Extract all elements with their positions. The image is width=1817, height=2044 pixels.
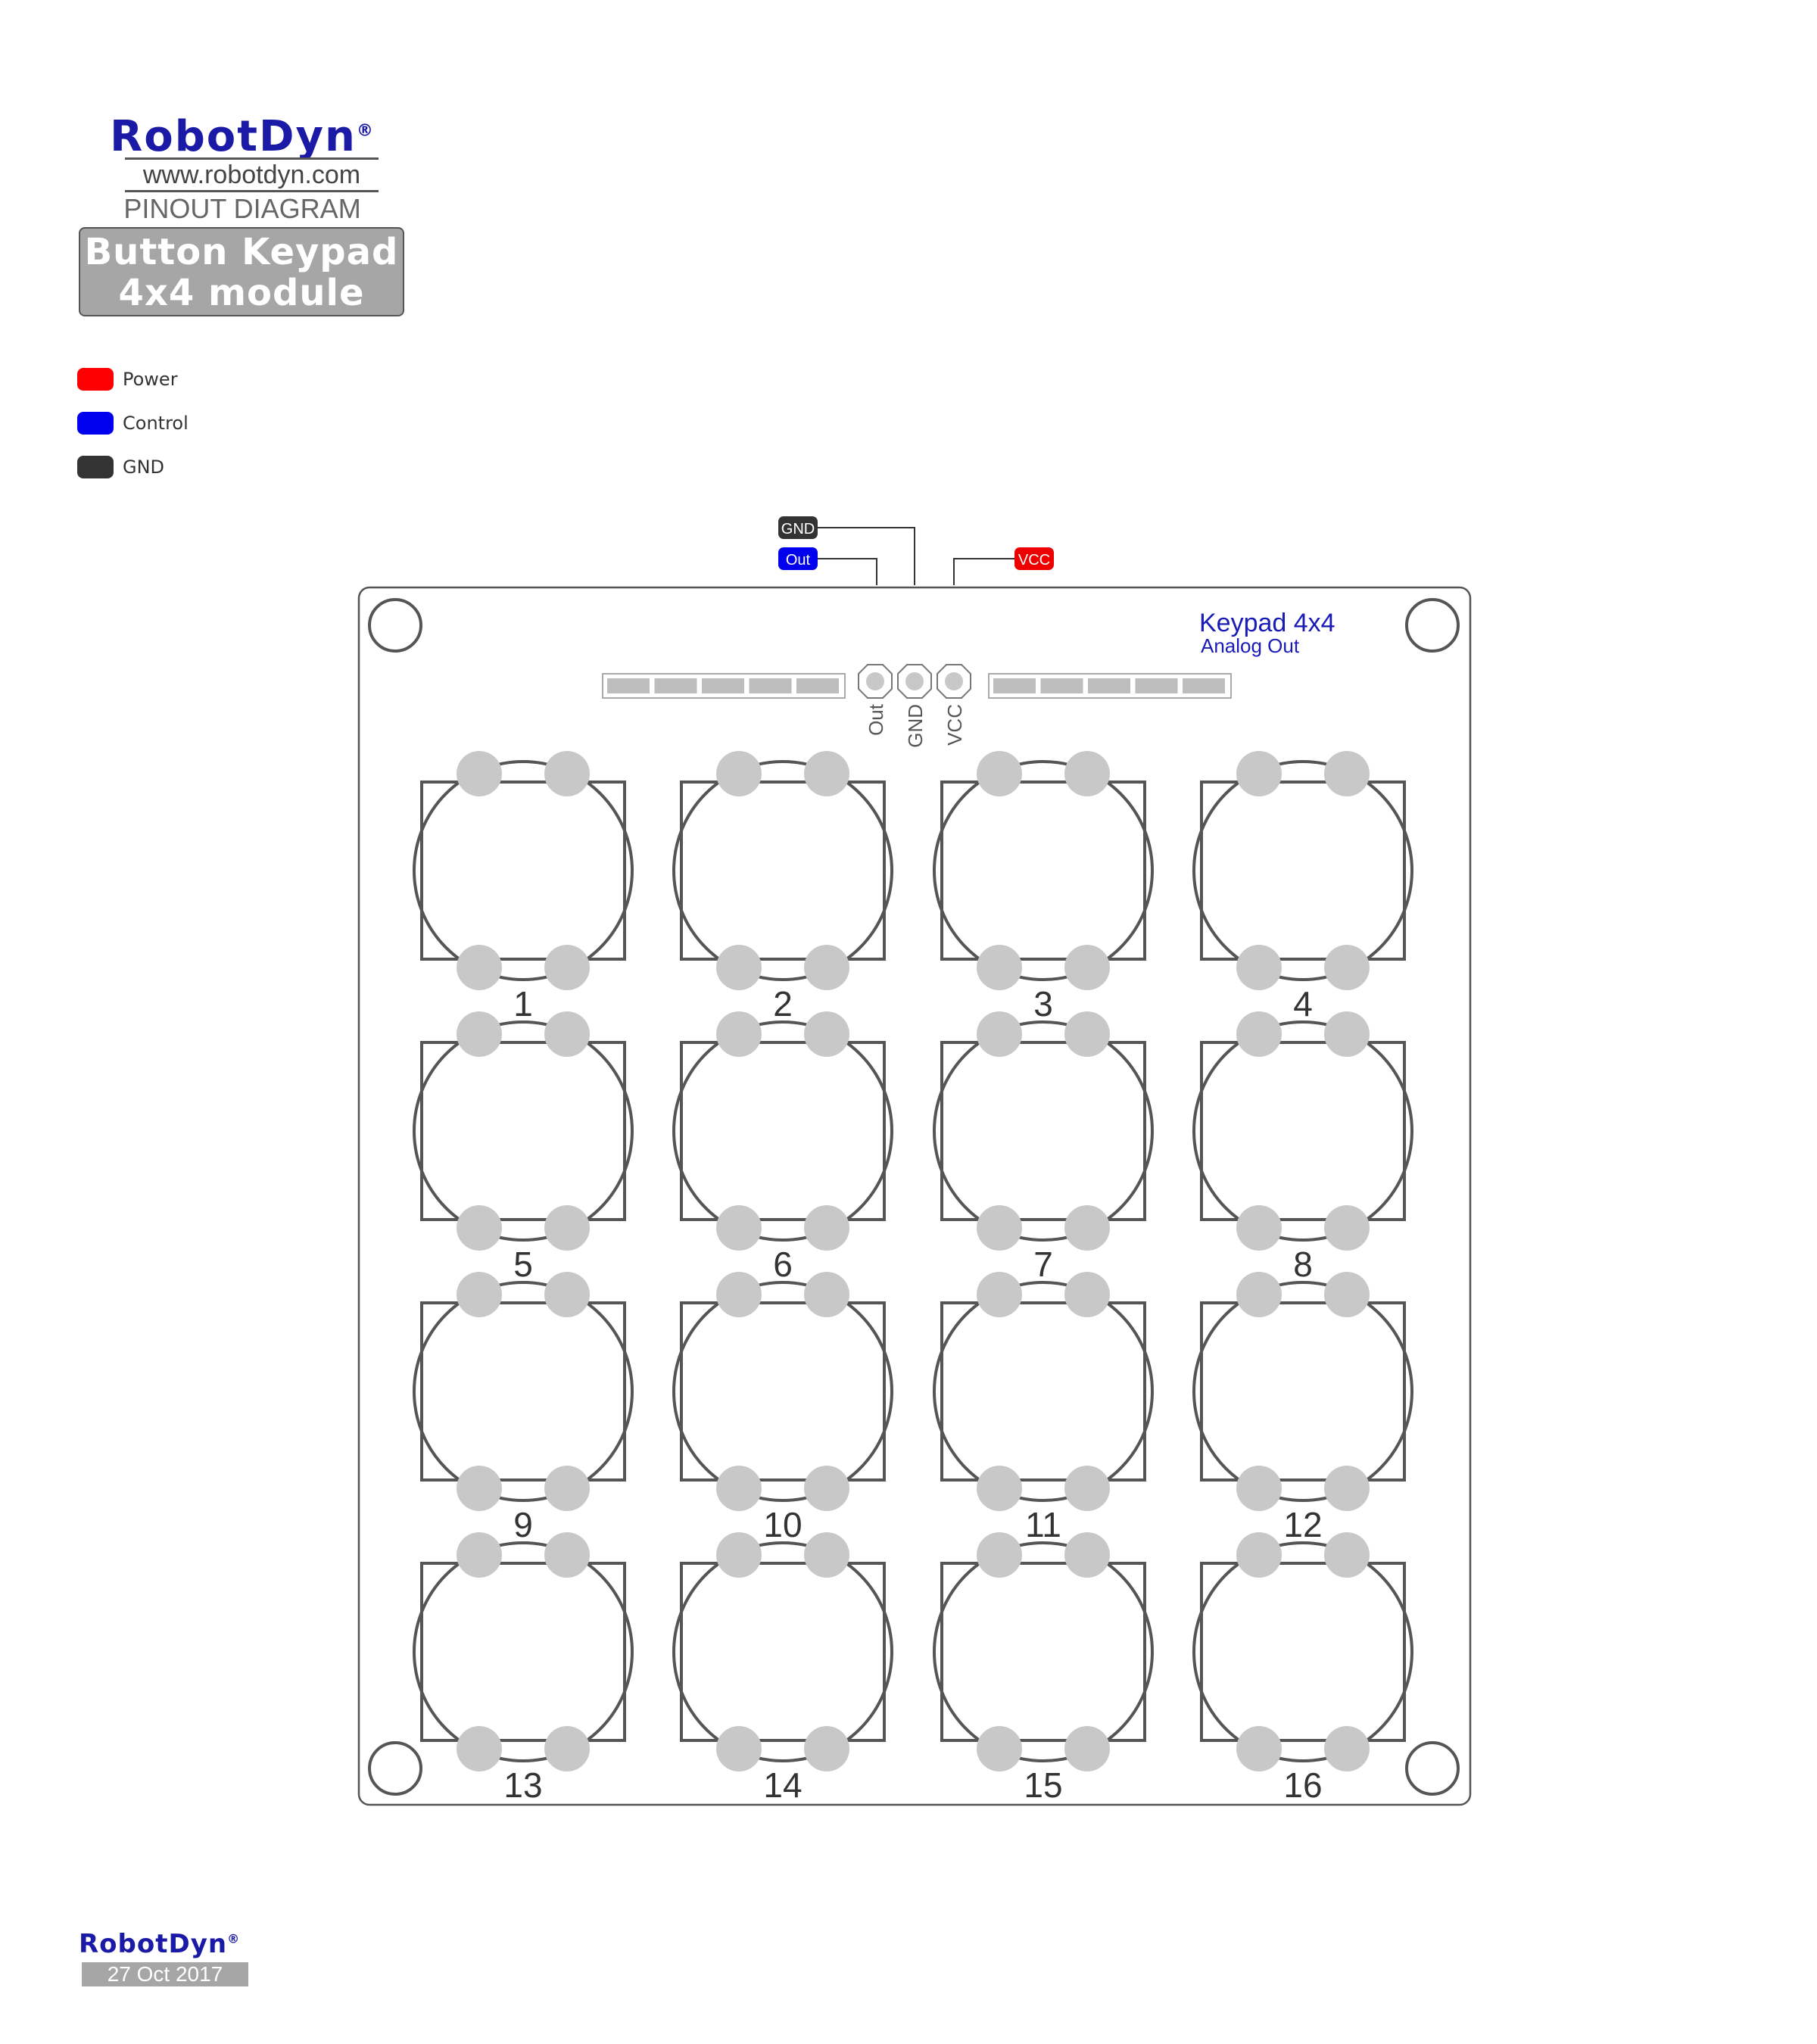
button-number: 6 xyxy=(773,1245,793,1284)
button-pin-pad xyxy=(544,1011,590,1057)
button-number: 12 xyxy=(1283,1505,1323,1544)
button-pin-pad xyxy=(977,1011,1022,1057)
button-pin-pad xyxy=(804,1726,849,1771)
board-name: Keypad 4x4 xyxy=(1199,609,1335,637)
button-pin-pad xyxy=(977,1272,1022,1317)
legend-label-gnd: GND xyxy=(123,456,165,478)
button-pin-pad xyxy=(804,1272,849,1317)
button-pin-pad xyxy=(716,945,762,990)
footer-registered-mark: ® xyxy=(227,1931,241,1946)
button-pin-pad xyxy=(457,1466,502,1511)
pin-hole-gnd xyxy=(905,672,924,690)
pin-label-gnd: GND xyxy=(904,704,927,748)
button-pin-pad xyxy=(1236,1532,1282,1578)
button-pin-pad xyxy=(1064,945,1110,990)
button-pin-pad xyxy=(716,1726,762,1771)
resistor xyxy=(1136,678,1178,693)
button-pin-pad xyxy=(1324,1272,1370,1317)
footer-brand-name: RobotDyn xyxy=(79,1929,228,1959)
button-pin-pad xyxy=(544,1205,590,1251)
button-pin-pad xyxy=(457,1272,502,1317)
button-number: 3 xyxy=(1033,984,1053,1024)
resistor xyxy=(655,678,697,693)
footer-date: 27 Oct 2017 xyxy=(82,1962,248,1986)
brand-name: RobotDyn xyxy=(110,112,357,161)
pin-label-out: Out xyxy=(865,704,887,736)
button-pin-pad xyxy=(716,1466,762,1511)
button-number: 2 xyxy=(773,984,793,1024)
pin-hole-out xyxy=(866,672,884,690)
button-number: 14 xyxy=(763,1765,803,1805)
button-number: 7 xyxy=(1033,1245,1053,1284)
legend-label-control: Control xyxy=(123,413,189,434)
button-pin-pad xyxy=(1236,1726,1282,1771)
button-pin-pad xyxy=(716,1205,762,1251)
footer-brand-logo xyxy=(79,1929,260,1959)
button-pin-pad xyxy=(1236,1272,1282,1317)
button-pin-pad xyxy=(1236,751,1282,796)
button-pin-pad xyxy=(1236,1466,1282,1511)
button-pin-pad xyxy=(716,1272,762,1317)
button-pin-pad xyxy=(1324,1466,1370,1511)
button-pin-pad xyxy=(804,1205,849,1251)
resistor-strip-left xyxy=(603,674,845,698)
button-pin-pad xyxy=(804,1011,849,1057)
vcc-tag-label: VCC xyxy=(1018,552,1051,569)
button-pin-pad xyxy=(977,1466,1022,1511)
button-pin-pad xyxy=(457,1726,502,1771)
pin-tags xyxy=(778,516,1054,585)
button-pin-pad xyxy=(544,751,590,796)
button-pin-pad xyxy=(804,945,849,990)
vcc-leader-line xyxy=(954,559,1014,585)
module-title-line1: Button Keypad xyxy=(84,231,399,273)
button-pin-pad xyxy=(977,945,1022,990)
button-number: 13 xyxy=(503,1765,543,1805)
button-pin-pad xyxy=(1064,751,1110,796)
button-pin-pad xyxy=(1064,1205,1110,1251)
resistor xyxy=(796,678,839,693)
button-pin-pad xyxy=(1064,1272,1110,1317)
button-number: 11 xyxy=(1025,1505,1061,1544)
pcb-outline xyxy=(359,587,1470,1805)
button-pin-pad xyxy=(457,751,502,796)
gnd-leader-line xyxy=(816,528,915,585)
button-pin-pad xyxy=(716,1532,762,1578)
button-pin-pad xyxy=(457,1532,502,1578)
pin-label-vcc: VCC xyxy=(943,704,966,746)
button-pin-pad xyxy=(977,1205,1022,1251)
resistor xyxy=(993,678,1036,693)
button-number: 5 xyxy=(513,1245,533,1284)
button-pin-pad xyxy=(1064,1726,1110,1771)
button-pin-pad xyxy=(804,751,849,796)
resistor xyxy=(702,678,744,693)
button-pin-pad xyxy=(1324,1205,1370,1251)
out-leader-line xyxy=(816,559,877,585)
button-pin-pad xyxy=(1324,751,1370,796)
button-pin-pad xyxy=(1236,945,1282,990)
diagram-subtitle: PINOUT DIAGRAM xyxy=(123,193,361,224)
button-pin-pad xyxy=(804,1466,849,1511)
resistor xyxy=(607,678,650,693)
button-pin-pad xyxy=(544,1272,590,1317)
button-pin-pad xyxy=(457,945,502,990)
resistor xyxy=(1088,678,1130,693)
button-number: 16 xyxy=(1283,1765,1323,1805)
button-pin-pad xyxy=(1064,1011,1110,1057)
button-number: 8 xyxy=(1293,1245,1313,1284)
button-pin-pad xyxy=(544,945,590,990)
button-number: 1 xyxy=(513,984,533,1024)
header-pins xyxy=(859,665,971,748)
button-pin-pad xyxy=(716,751,762,796)
button-pin-pad xyxy=(716,1011,762,1057)
button-number: 15 xyxy=(1024,1765,1063,1805)
resistor xyxy=(1041,678,1083,693)
button-pin-pad xyxy=(457,1011,502,1057)
button-number: 9 xyxy=(513,1505,533,1544)
button-pin-pad xyxy=(1064,1532,1110,1578)
button-pin-pad xyxy=(977,751,1022,796)
pin-hole-vcc xyxy=(945,672,963,690)
resistor xyxy=(1183,678,1225,693)
out-tag-label: Out xyxy=(785,552,811,569)
button-pin-pad xyxy=(544,1726,590,1771)
registered-mark: ® xyxy=(356,121,375,141)
resistor xyxy=(750,678,792,693)
website-url[interactable]: www.robotdyn.com xyxy=(125,157,379,192)
module-title-line2: 4x4 module xyxy=(118,272,365,314)
button-pin-pad xyxy=(804,1532,849,1578)
button-pin-pad xyxy=(1236,1205,1282,1251)
button-number: 10 xyxy=(763,1505,803,1544)
board-subname: Analog Out xyxy=(1201,634,1300,657)
button-pin-pad xyxy=(457,1205,502,1251)
button-pin-pad xyxy=(1064,1466,1110,1511)
legend-label-power: Power xyxy=(123,369,178,390)
button-pin-pad xyxy=(544,1466,590,1511)
button-pin-pad xyxy=(1324,1726,1370,1771)
gnd-tag-label: GND xyxy=(781,521,815,537)
button-pin-pad xyxy=(1324,945,1370,990)
resistor-strip-right xyxy=(989,674,1231,698)
button-pin-pad xyxy=(977,1726,1022,1771)
button-pin-pad xyxy=(1324,1532,1370,1578)
button-pin-pad xyxy=(1236,1011,1282,1057)
button-pin-pad xyxy=(977,1532,1022,1578)
button-pin-pad xyxy=(1324,1011,1370,1057)
button-number: 4 xyxy=(1293,984,1313,1024)
button-pin-pad xyxy=(544,1532,590,1578)
